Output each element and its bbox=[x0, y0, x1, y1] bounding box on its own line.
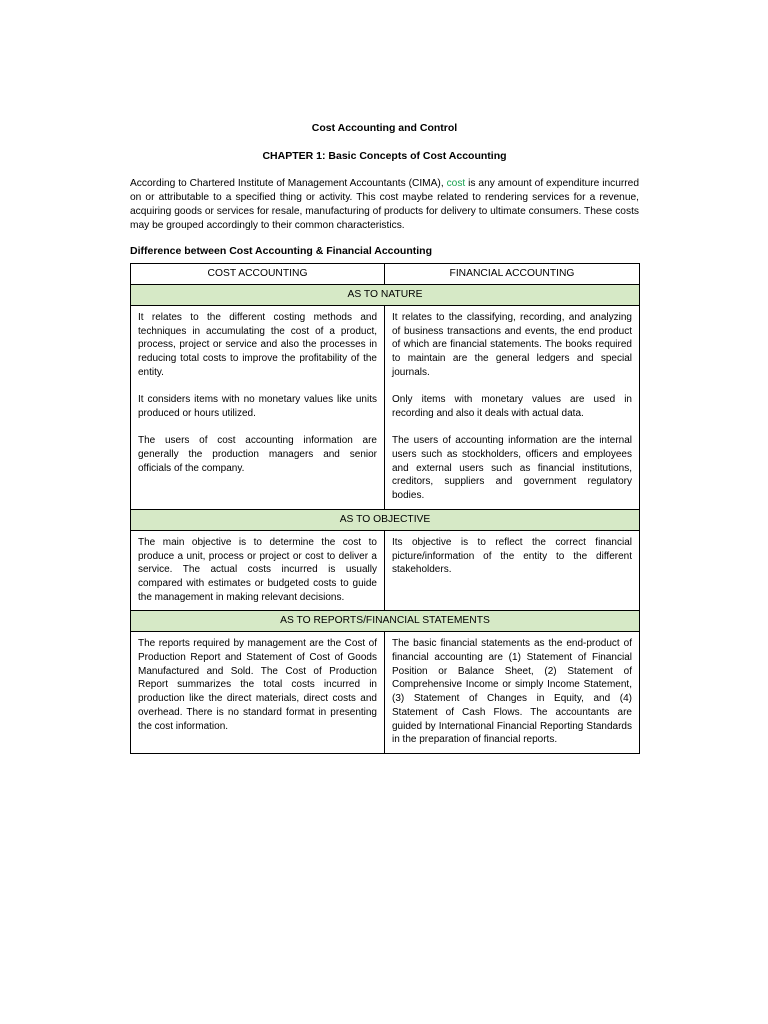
comparison-table bbox=[130, 263, 640, 754]
financial-paragraph: The basic financial statements as the end-product of financial accounting are (1) Statement of Financial Position or Balance Sheet, (2) Statement of Comprehensive Income or simply Income Statement, (3) Statement of Changes in Equity, and (4) Statement of Cash Flows. The accountants are guided by International Financial Reporting Standards in the preparation of financial reports. bbox=[392, 638, 632, 746]
cost-cell bbox=[131, 530, 385, 611]
cost-paragraph: The users of cost accounting information are generally the production managers and senior officials of the company. bbox=[138, 435, 377, 474]
financial-paragraph: It relates to the classifying, recording, and analyzing of business transactions and events, the end product of which are financial statements. The books required to maintain are the general ledgers and special journals. bbox=[392, 312, 632, 378]
section-title: AS TO REPORTS/FINANCIAL STATEMENTS bbox=[131, 611, 640, 632]
financial-paragraph: Its objective is to reflect the correct financial picture/information of the entity to the different stakeholders. bbox=[392, 536, 632, 576]
intro-paragraph bbox=[130, 177, 639, 233]
chapter-title: CHAPTER 1: Basic Concepts of Cost Accounting bbox=[262, 150, 507, 162]
table-row bbox=[131, 632, 640, 754]
cost-paragraph: The reports required by management are the Cost of Production Report and Statement of Cost of Goods Manufactured and Sold. The Cost of Production Report summarizes the total costs incurred in production like the direct materials, direct costs and overhead. There is no standard format in presenting the cost information. bbox=[138, 638, 377, 732]
section-row-reports bbox=[131, 611, 640, 632]
financial-paragraph: The users of accounting information are the internal users such as stockholders, officers and employees and external users such as financial institutions, creditors, suppliers and government regulatory bodies. bbox=[392, 435, 632, 502]
cost-cell bbox=[131, 306, 385, 510]
section-row-objective bbox=[131, 509, 640, 530]
financial-cell bbox=[385, 306, 640, 510]
table-row bbox=[131, 530, 640, 611]
financial-paragraph: Only items with monetary values are used in recording and also it deals with actual data. bbox=[392, 394, 632, 419]
section-title: AS TO NATURE bbox=[131, 285, 640, 306]
table-header-row bbox=[131, 264, 640, 285]
cost-paragraph: It relates to the different costing methods and techniques in accumulating the cost of a product, process, project or service and also the processes in reducing total costs to improve the profitability of the entity. bbox=[138, 312, 377, 378]
intro-highlight-cost: cost bbox=[446, 178, 466, 189]
document-title: Cost Accounting and Control bbox=[311, 122, 458, 134]
financial-cell bbox=[385, 530, 640, 611]
cost-paragraph: The main objective is to determine the cost to produce a unit, process or project or cost to deliver a service. The actual costs incurred is usually compared with estimates or budgeted costs to guide the management in making relevant decisions. bbox=[138, 536, 377, 603]
intro-text-after: is any amount of expenditure incurred on or attributable to a specified thing or activity. This cost maybe related to rendering services for a revenue, acquiring goods or services for resale, manufacturing of products for delivery to ultimate consumers. These costs may be grouped accordingly to their common characteristics. bbox=[130, 178, 640, 231]
cost-cell bbox=[131, 632, 385, 754]
table-heading: Difference between Cost Accounting & Financial Accounting bbox=[130, 245, 433, 257]
table-row bbox=[131, 306, 640, 510]
financial-cell bbox=[385, 632, 640, 754]
intro-text-before: According to Chartered Institute of Management Accountants (CIMA), bbox=[130, 178, 447, 189]
column-header-cost: COST ACCOUNTING bbox=[131, 264, 385, 285]
cost-paragraph: It considers items with no monetary values like units produced or hours utilized. bbox=[138, 394, 377, 419]
column-header-financial: FINANCIAL ACCOUNTING bbox=[385, 264, 640, 285]
section-row-nature bbox=[131, 285, 640, 306]
section-title: AS TO OBJECTIVE bbox=[131, 509, 640, 530]
